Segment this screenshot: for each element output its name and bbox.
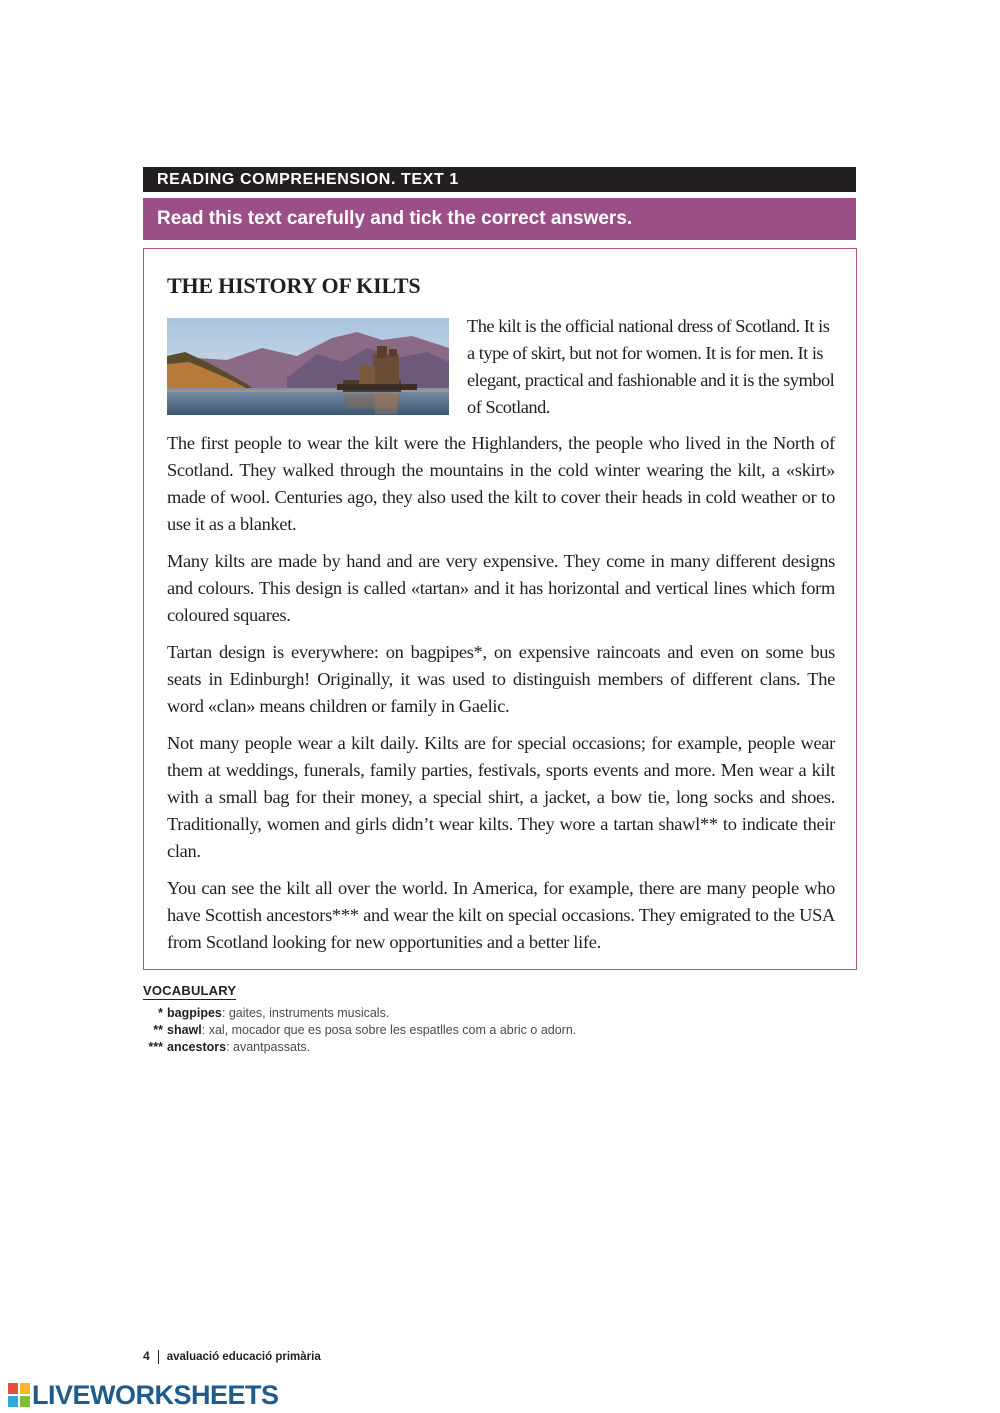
- castle-photo: [167, 318, 449, 415]
- liveworksheets-watermark[interactable]: [8, 1380, 279, 1410]
- liveworksheets-logo-icon: [8, 1383, 30, 1407]
- vocabulary-definition: : gaites, instruments musicals.: [221, 1006, 390, 1020]
- section-header-bar: [143, 167, 856, 192]
- footnote-mark: *: [158, 1006, 163, 1020]
- vocabulary-section: [143, 982, 843, 1056]
- reading-text-box: [143, 248, 857, 970]
- article-paragraph: You can see the kilt all over the world. In America, for example, there are many people who have Scottish ancestors*** and wear the kilt on special occasions. They emigrated to the USA from Scotland looking for new opportunities and a better life.: [167, 878, 835, 952]
- article-paragraph: Tartan design is everywhere: on bagpipes*, on expensive raincoats and even on some bus seats in Edinburgh! Originally, it was used to distinguish members of different clans. The word «clan» means children or family in Gaelic.: [167, 642, 835, 716]
- liveworksheets-text: LIVEWORKSHEETS: [32, 1380, 279, 1410]
- article-intro: The kilt is the official national dress of Scotland. It is a type of skirt, but not for women. It is for men. It is elegant, practical and fashionable and it is the symbol of Scotland.: [467, 316, 835, 417]
- section-header-text: READING COMPREHENSION. TEXT 1: [157, 171, 459, 188]
- article-paragraph: Many kilts are made by hand and are very expensive. They come in many different designs and colours. This design is called «tartan» and it has horizontal and vertical lines which form coloured squares.: [167, 551, 835, 625]
- footnote-mark: ***: [148, 1040, 163, 1054]
- publication-name: avaluació educació primària: [166, 1351, 321, 1363]
- vocabulary-item: [143, 1039, 843, 1056]
- vocabulary-item: [143, 1005, 843, 1022]
- instruction-bar: [143, 198, 856, 240]
- article-title: THE HISTORY OF KILTS: [167, 273, 421, 298]
- castle-photo-illustration: [167, 318, 449, 415]
- article-paragraph: The first people to wear the kilt were the Highlanders, the people who lived in the North of Scotland. They walked through the mountains in the cold winter wearing the kilt, a «skirt» made of wool. Centuries ago, they also used the kilt to cover their heads in cold weather or to use it as a blanket.: [167, 433, 835, 534]
- page-footer: [143, 1348, 321, 1365]
- vocabulary-term: ancestors: [167, 1040, 227, 1054]
- instruction-text: Read this text carefully and tick the correct answers.: [157, 208, 633, 229]
- article-body: [167, 430, 835, 966]
- article-paragraph: Not many people wear a kilt daily. Kilts are for special occasions; for example, people wear them at weddings, funerals, family parties, festivals, sports events and more. Men wear a kilt with a small bag for their money, a special shirt, a jacket, a bow tie, long socks and shoes. Traditionally, women and girls didn’t wear kilts. They wore a tartan shawl** to indicate their clan.: [167, 733, 835, 861]
- vocabulary-item: [143, 1022, 843, 1039]
- vocabulary-definition: : xal, mocador que es posa sobre les espatlles com a abric o adorn.: [201, 1023, 577, 1037]
- page-number: 4: [143, 1349, 150, 1363]
- vocabulary-term: shawl: [167, 1023, 202, 1037]
- footer-divider: [158, 1350, 159, 1364]
- vocabulary-title: VOCABULARY: [143, 983, 237, 998]
- footnote-mark: **: [153, 1023, 163, 1037]
- vocabulary-definition: : avantpassats.: [226, 1040, 311, 1054]
- vocabulary-term: bagpipes: [167, 1006, 222, 1020]
- vocabulary-list: [143, 1005, 843, 1056]
